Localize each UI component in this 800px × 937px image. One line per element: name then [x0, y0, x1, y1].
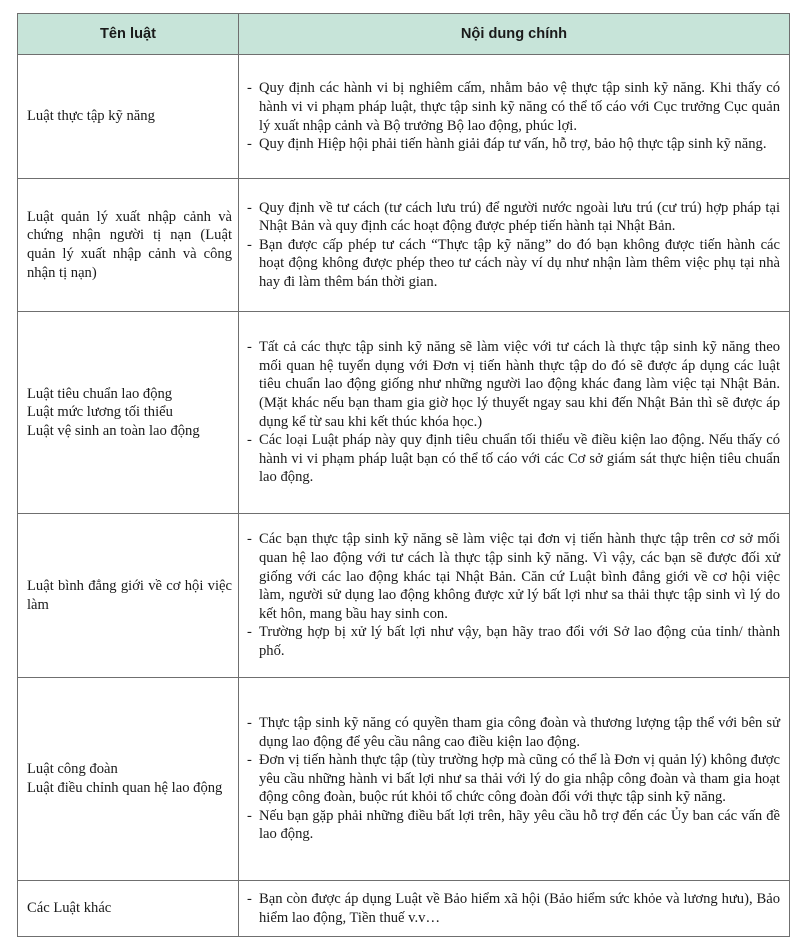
law-name-cell	[18, 312, 239, 514]
content-point: - Quy định các hành vi bị nghiêm cấm, nhằm bảo vệ thực tập sinh kỹ năng. Khi thấy có hành vi vi phạm pháp luật, thực tập sinh kỹ năng có thể tố cáo với Cục trưởng Cục quản lý xuất nhập cảnh và Bộ trưởng Bộ lao động, phúc lợi.	[246, 79, 780, 135]
law-name-cell	[18, 55, 239, 179]
content-points	[246, 338, 780, 487]
content-point: - Quy định Hiệp hội phải tiến hành giải đáp tư vấn, hỗ trợ, bảo hộ thực tập sinh kỹ năng.	[246, 135, 780, 154]
content-point: - Đơn vị tiến hành thực tập (tùy trường hợp mà cũng có thể là Đơn vị quản lý) không được yêu cầu những hành vi bất lợi như sa thải với lý do gia nhập công đoàn và tham gia hoạt động công đoàn, buộc rút khỏi tổ chức công đoàn đối với thực tập sinh kỹ năng.	[246, 751, 780, 807]
table-row	[18, 514, 790, 678]
law-name-cell	[18, 179, 239, 312]
law-table	[17, 13, 790, 937]
table-row	[18, 881, 790, 937]
content-points	[246, 79, 780, 153]
law-name: Luật điều chỉnh quan hệ lao động	[27, 780, 223, 796]
table-row	[18, 55, 790, 179]
content-point: - Các loại Luật pháp này quy định tiêu chuẩn tối thiểu về điều kiện lao động. Nếu thấy có hành vi vi phạm pháp luật bạn có thể tố cáo với các Cơ sở giám sát thực hiện tiêu chuẩn lao động.	[246, 431, 780, 487]
header-law-name: Tên luật	[18, 14, 239, 55]
table-header-row	[18, 14, 790, 55]
content-point: - Trường hợp bị xử lý bất lợi như vậy, bạn hãy trao đổi với Sở lao động của tỉnh/ thành phố.	[246, 623, 780, 660]
law-name: Luật tiêu chuẩn lao động	[27, 385, 173, 402]
table-row	[18, 312, 790, 514]
law-content-cell	[239, 678, 790, 881]
content-point: - Bạn còn được áp dụng Luật về Bảo hiểm xã hội (Bảo hiểm sức khỏe và lương hưu), Bảo hiểm lao động, Tiền thuế v.v…	[246, 890, 780, 927]
law-name-cell	[18, 881, 239, 937]
law-name: Luật thực tập kỹ năng	[27, 108, 155, 125]
law-content-cell	[239, 312, 790, 514]
law-name: Luật quản lý xuất nhập cảnh và chứng nhận người tị nạn (Luật quản lý xuất nhập cảnh và công nhận tị nạn)	[27, 208, 232, 281]
law-name-cell	[18, 514, 239, 678]
law-name-cell	[18, 678, 239, 881]
law-table-container	[17, 13, 789, 937]
law-name: Luật vệ sinh an toàn lao động	[27, 422, 200, 439]
law-content-cell	[239, 881, 790, 937]
law-name: Các Luật khác	[27, 900, 112, 917]
law-name: Luật công đoàn	[27, 761, 118, 778]
law-name: Luật bình đẳng giới về cơ hội việc làm	[27, 577, 232, 613]
content-point: - Quy định về tư cách (tư cách lưu trú) để người nước ngoài lưu trú (cư trú) hợp pháp tại Nhật Bản và quy định các hoạt động được phép tiến hành tại Nhật Bản.	[246, 199, 780, 236]
content-point: - Bạn được cấp phép tư cách “Thực tập kỹ năng” do đó bạn không được tiến hành các hoạt động không được phép theo tư cách này ví dụ như nhận làm thêm việc phụ tại nhà hay đi làm thêm bán thời gian.	[246, 236, 780, 292]
header-main-content: Nội dung chính	[239, 14, 790, 55]
content-point: - Tất cả các thực tập sinh kỹ năng sẽ làm việc với tư cách là thực tập sinh kỹ năng theo mối quan hệ tuyển dụng với Đơn vị tiến hành thực tập do đó sẽ được áp dụng các luật tiêu chuẩn lao động giống như những người lao động khác đang làm việc tại Nhật Bản. (Mặt khác nếu bạn tham gia giờ học lý thuyết ngay sau khi đến Nhật Bản thì sẽ được áp dụng kể từ sau khi kết thúc khóa học.)	[246, 338, 780, 431]
content-points	[246, 199, 780, 292]
law-content-cell	[239, 514, 790, 678]
law-content-cell	[239, 179, 790, 312]
content-point: - Các bạn thực tập sinh kỹ năng sẽ làm việc tại đơn vị tiến hành thực tập trên cơ sở mối quan hệ lao động với tư cách là thực tập sinh kỹ năng. Vì vậy, các bạn sẽ được đối xử giống với các lao động khác tại Nhật Bản. Căn cứ Luật bình đẳng giới về cơ hội việc làm, người sử dụng lao động không được xử lý bất lợi như sa thải thực tập sinh vì lý do kết hôn, mang bầu hay sinh con.	[246, 530, 780, 623]
table-row	[18, 678, 790, 881]
law-content-cell	[239, 55, 790, 179]
law-name: Luật mức lương tối thiểu	[27, 404, 173, 421]
content-point: - Thực tập sinh kỹ năng có quyền tham gia công đoàn và thương lượng tập thể với bên sử dụng lao động để yêu cầu nâng cao điều kiện lao động.	[246, 714, 780, 751]
content-points	[246, 890, 780, 927]
content-points	[246, 530, 780, 660]
table-row	[18, 179, 790, 312]
content-point: - Nếu bạn gặp phải những điều bất lợi trên, hãy yêu cầu hỗ trợ đến các Ủy ban các vấn đề lao động.	[246, 807, 780, 844]
content-points	[246, 714, 780, 844]
